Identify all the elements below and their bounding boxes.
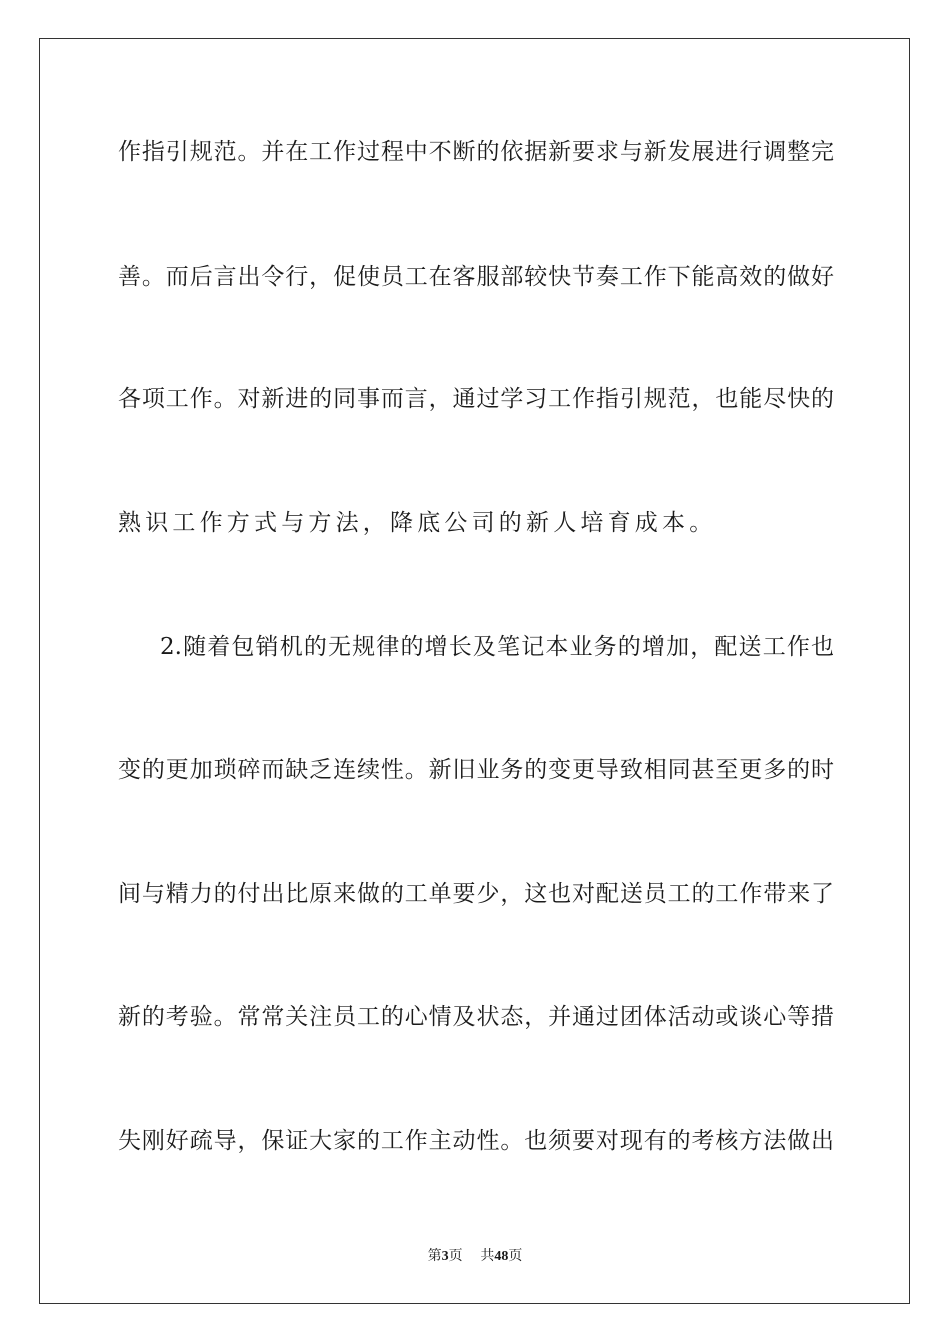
page-number: 3	[441, 1249, 449, 1264]
body-text-line: 各项工作。对新进的同事而言，通过学习工作指引规范，也能尽快的	[118, 386, 834, 412]
total-suffix: 页	[508, 1248, 523, 1264]
body-text-line: 善。而后言出令行，促使员工在客服部较快节奏工作下能高效的做好	[118, 264, 834, 290]
page-prefix: 第	[427, 1248, 442, 1264]
body-text-line: 新的考验。常常关注员工的心情及状态，并通过团体活动或谈心等措	[118, 1004, 834, 1030]
body-text-line: 熟识工作方式与方法，降底公司的新人培育成本。	[118, 510, 717, 536]
body-text-line: 作指引规范。并在工作过程中不断的依据新要求与新发展进行调整完	[118, 139, 834, 165]
page-border	[39, 38, 910, 1304]
total-prefix: 共	[480, 1248, 495, 1264]
page-footer	[0, 1246, 950, 1267]
body-text-line: 2.随着包销机的无规律的增长及笔记本业务的增加，配送工作也	[160, 634, 834, 660]
body-text-line: 失刚好疏导，保证大家的工作主动性。也须要对现有的考核方法做出	[118, 1128, 834, 1154]
total-pages: 48	[494, 1249, 509, 1264]
body-text-line: 变的更加琐碎而缺乏连续性。新旧业务的变更导致相同甚至更多的时	[118, 757, 834, 783]
body-text-line: 间与精力的付出比原来做的工单要少，这也对配送员工的工作带来了	[118, 881, 834, 907]
page-suffix: 页	[448, 1248, 463, 1264]
